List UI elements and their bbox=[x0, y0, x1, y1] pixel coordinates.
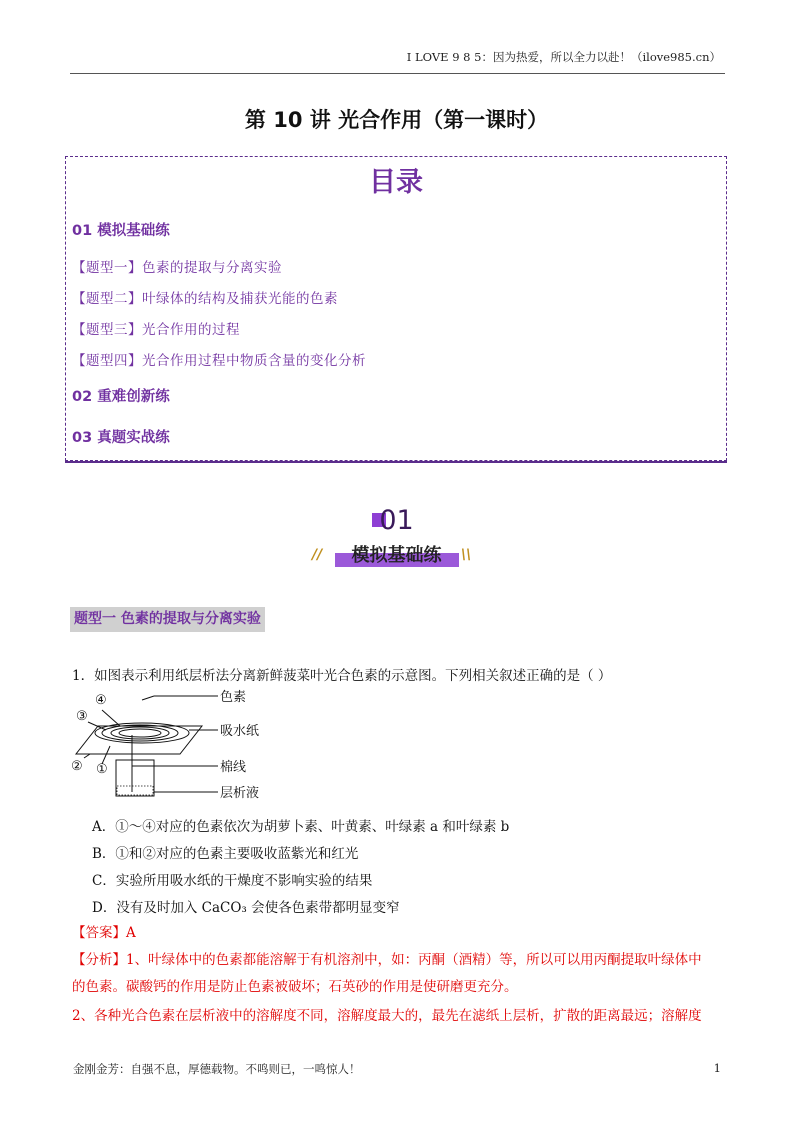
page-footer: 金刚金芳：自强不息，厚德载物。不鸣则已，一鸣惊人！ bbox=[73, 1062, 361, 1076]
toc-title: 目录 bbox=[369, 167, 423, 198]
page-number: 1 bbox=[713, 1061, 721, 1075]
circle-label-1: ① bbox=[96, 762, 108, 777]
section-number: 01 bbox=[379, 505, 414, 536]
option-d[interactable]: D．没有及时加入 CaCO₃ 会使各色素带都明显变窄 bbox=[92, 900, 400, 916]
label-absorbent-paper: 吸水纸 bbox=[220, 724, 260, 739]
chromatography-diagram bbox=[70, 688, 330, 808]
option-a[interactable]: A．①～④对应的色素依次为胡萝卜素、叶黄素、叶绿素 a 和叶绿素 b bbox=[92, 819, 510, 835]
section-name: 模拟基础练 bbox=[351, 545, 442, 566]
label-cotton-thread: 棉线 bbox=[220, 760, 247, 775]
toc-section-02[interactable]: 02 重难创新练 bbox=[72, 389, 170, 405]
toc-section-01[interactable]: 01 模拟基础练 bbox=[72, 223, 170, 239]
analysis-line-1: 【分析】1、叶绿体中的色素都能溶解于有机溶剂中，如：丙酮（酒精）等，所以可以用丙酮提取叶绿体中 bbox=[72, 952, 702, 968]
question-stem: 1．如图表示利用纸层析法分离新鲜菠菜叶光合色素的示意图。下列相关叙述正确的是（ ） bbox=[72, 668, 612, 684]
toc-bottom-border bbox=[65, 461, 727, 463]
label-pigment: 色素 bbox=[220, 690, 247, 705]
section-slash-right: \\ bbox=[461, 547, 472, 563]
toc-item-type4[interactable]: 【题型四】光合作用过程中物质含量的变化分析 bbox=[72, 353, 366, 369]
ring-inner bbox=[119, 729, 161, 737]
toc-section-03[interactable]: 03 真题实战练 bbox=[72, 430, 170, 446]
toc-item-type3[interactable]: 【题型三】光合作用的过程 bbox=[72, 322, 240, 338]
header-divider bbox=[70, 73, 725, 74]
analysis-line-3: 2、各种光合色素在层析液中的溶解度不同，溶解度最大的，最先在滤纸上层析，扩散的距离最远；溶解度 bbox=[72, 1008, 702, 1024]
circle-label-4: ④ bbox=[95, 693, 107, 708]
toc-item-type1[interactable]: 【题型一】色素的提取与分离实验 bbox=[72, 260, 282, 276]
option-b[interactable]: B．①和②对应的色素主要吸收蓝紫光和红光 bbox=[92, 846, 359, 862]
toc-item-type2[interactable]: 【题型二】叶绿体的结构及捕获光能的色素 bbox=[72, 291, 338, 307]
section-slash-left: // bbox=[312, 547, 323, 563]
answer: 【答案】A bbox=[72, 925, 136, 941]
page-title: 第 10 讲 光合作用（第一课时） bbox=[244, 108, 549, 132]
type-heading: 题型一 色素的提取与分离实验 bbox=[70, 607, 265, 632]
toc-box bbox=[65, 156, 727, 461]
filter-paper bbox=[76, 726, 202, 754]
circle-label-3: ③ bbox=[76, 709, 88, 724]
option-c[interactable]: C．实验所用吸水纸的干燥度不影响实验的结果 bbox=[92, 873, 373, 889]
label-solvent: 层析液 bbox=[220, 786, 260, 801]
page-header: I LOVE 9 8 5：因为热爱，所以全力以赴！（ilove985.cn） bbox=[406, 50, 721, 64]
circle-label-2: ② bbox=[71, 759, 83, 774]
analysis-line-2: 的色素。碳酸钙的作用是防止色素被破坏；石英砂的作用是使研磨更充分。 bbox=[72, 979, 518, 995]
solvent-level bbox=[117, 786, 153, 795]
beaker bbox=[116, 760, 154, 796]
